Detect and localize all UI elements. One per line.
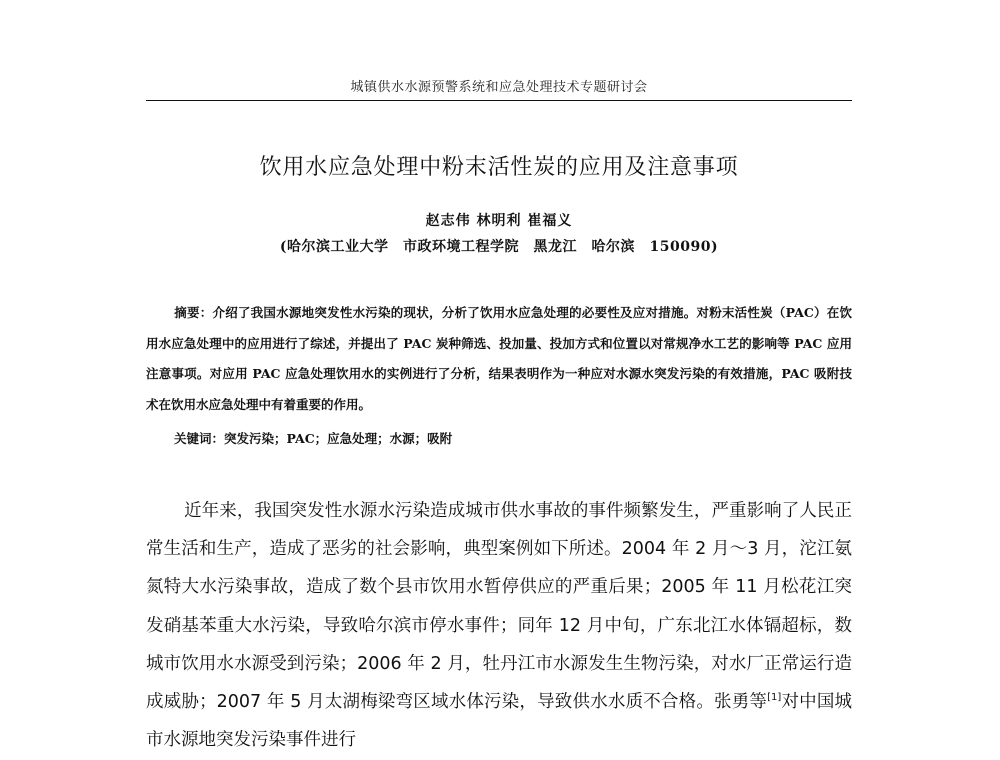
body-text-part2: 对中国城市水源地突发污染事件进行 [146,692,853,751]
article-authors: 赵志伟 林明利 崔福义 [425,213,573,229]
abstract [146,298,852,420]
article-affiliation: (哈尔滨工业大学 市政环境工程学院 黑龙江 哈尔滨 150090) [279,239,719,255]
citation-ref[interactable]: [1] [767,692,782,704]
article-title: 饮用水应急处理中粉末活性炭的应用及注意事项 [259,155,739,180]
abstract-text: 介绍了我国水源地突发性水污染的现状，分析了饮用水应急处理的必要性及应对措施。对粉末活性炭（PAC）在饮用水应急处理中的应用进行了综述，并提出了 PAC 炭种筛选、投加量、投加方式和位置以对常规净水工艺的影响等 PAC 应用注意事项。对应用 PAC 应急处理饮用水的实例进行了分析，结果表明作为一种应对水源水突发污染的有效措施，PAC 吸附技术在饮用水应急处理中有着重要的作用。 [146,305,852,412]
keywords-text: 突发污染；PAC；应急处理；水源；吸附 [224,431,453,446]
abstract-label: 摘要： [174,305,213,320]
header-rule [146,100,852,101]
keywords [174,429,452,447]
body-text-part1: 近年来，我国突发性水源水污染造成城市供水事故的事件频繁发生，严重影响了人民正常生活和生产，造成了恶劣的社会影响，典型案例如下所述。2004 年 2 月～3 月，沱江氨氮特大水污染事故，造成了数个县市饮用水暂停供应的严重后果；2005 年 11 月松花江突发硝基苯重大水污染，导致哈尔滨市停水事件；同年 12 月中旬，广东北江水体镉超标，数城市饮用水水源受到污染；2006 年 2 月，牡丹江市水源发生生物污染，对水厂正常运行造成威胁；2007 年 5 月太湖梅梁弯区域水体污染，导致供水水质不合格。张勇等 [146,501,853,713]
keywords-label: 关键词： [174,431,225,446]
running-header: 城镇供水水源预警系统和应急处理技术专题研讨会 [350,80,648,95]
body-paragraph [146,492,852,759]
